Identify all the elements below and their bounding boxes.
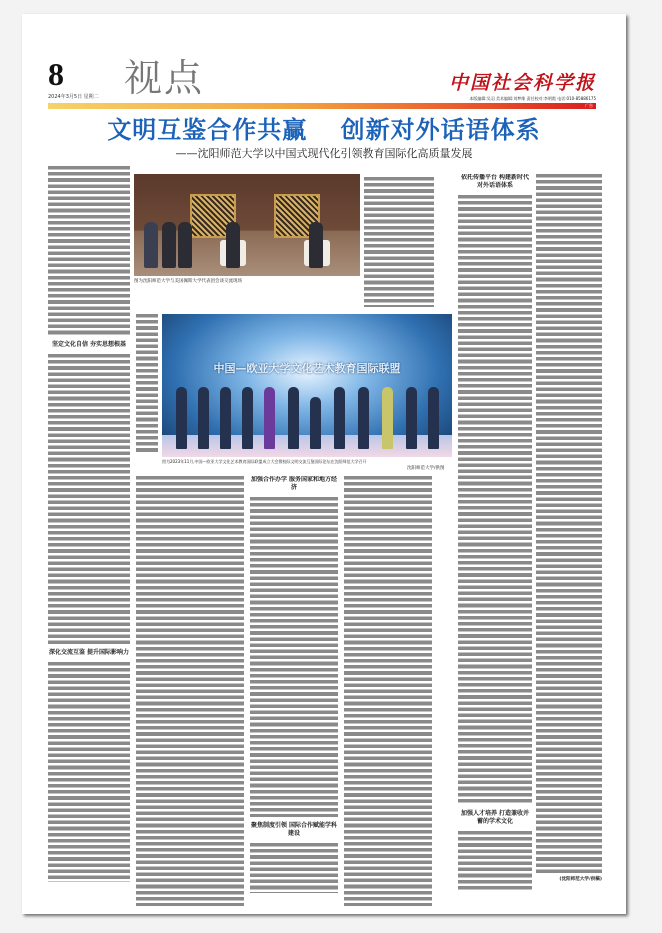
body-text-lines	[48, 166, 130, 336]
photo-credit: 沈阳师范大学/供图	[407, 466, 445, 471]
subhead-5: 依托传播平台 构建新时代对外话语体系	[460, 174, 530, 189]
page-number: 8	[48, 56, 64, 92]
person	[406, 387, 417, 449]
subheadline: ——沈阳师范大学以中国式现代化引领教育国际化高质量发展	[175, 147, 473, 160]
headline	[22, 115, 626, 145]
issue-date: 2024年3月5日 星期二	[48, 94, 99, 100]
body-text-lines	[458, 831, 532, 891]
body-text-lines	[364, 177, 434, 307]
body-text-lines	[136, 314, 158, 454]
subhead-3: 加强合作办学 服务国家和地方经济	[250, 476, 338, 491]
column-2-side	[136, 314, 158, 454]
bar-tag: 广告	[585, 103, 593, 108]
column-3	[250, 476, 338, 906]
newspaper-page	[22, 14, 626, 914]
column-1	[48, 166, 130, 906]
body-text-lines	[250, 843, 338, 893]
person	[176, 387, 187, 449]
person	[288, 387, 299, 449]
header-gradient-bar	[48, 103, 596, 109]
body-text-lines	[344, 476, 432, 906]
meeting-photo	[134, 174, 360, 276]
column-5	[458, 174, 532, 906]
body-text-lines	[48, 662, 130, 882]
person	[428, 387, 439, 449]
person	[242, 387, 253, 449]
person	[226, 222, 240, 268]
photo2-banner: 中国—欧亚大学文化艺术教育国际联盟	[213, 362, 401, 375]
person	[310, 397, 321, 449]
headline-part-2: 创新对外话语体系	[340, 116, 541, 144]
column-3-top	[364, 177, 434, 307]
person	[220, 387, 231, 449]
subhead-2: 深化交流互鉴 提升国际影响力	[48, 649, 130, 656]
paper-logo: 中国社会科学报	[448, 72, 596, 94]
person	[264, 387, 275, 449]
person	[358, 387, 369, 449]
person	[144, 222, 158, 268]
body-text-lines	[250, 497, 338, 817]
article-ending: (沈阳师范大学/供稿)	[559, 877, 602, 882]
subhead-4: 聚焦制度引领 国际合作赋能学科建设	[250, 822, 338, 837]
person	[198, 387, 209, 449]
body-text-lines	[136, 476, 244, 906]
photo2-caption: 图为2023年11月,中国—欧亚大学文化艺术教育国际联盟成立大会暨校际文明交流互鉴国际论坛在沈阳师范大学召开	[162, 459, 367, 464]
person	[178, 222, 192, 268]
headline-part-1: 文明互鉴合作共赢	[107, 116, 308, 144]
column-4	[344, 476, 432, 906]
editor-credits: 本版编辑:吴羽 美术编辑:刘梦维 责任校对:李明霞 电话:010-85886175	[469, 96, 596, 101]
body-text-lines	[536, 174, 602, 874]
section-title: 视点	[124, 56, 205, 100]
body-text-lines	[48, 354, 130, 644]
person	[334, 387, 345, 449]
person	[382, 387, 393, 449]
photo1-caption: 图为沈阳师范大学与美国佩斯大学代表团会谈交流现场	[134, 279, 242, 284]
person	[162, 222, 176, 268]
person	[309, 222, 323, 268]
subhead-1: 坚定文化自信 夯实思想根基	[51, 341, 127, 348]
subhead-6: 加强人才培养 打造兼收并蓄的学术文化	[460, 810, 530, 825]
column-2	[136, 476, 244, 906]
column-6	[536, 174, 602, 906]
alliance-ceremony-photo	[162, 314, 452, 457]
body-text-lines	[458, 195, 532, 805]
